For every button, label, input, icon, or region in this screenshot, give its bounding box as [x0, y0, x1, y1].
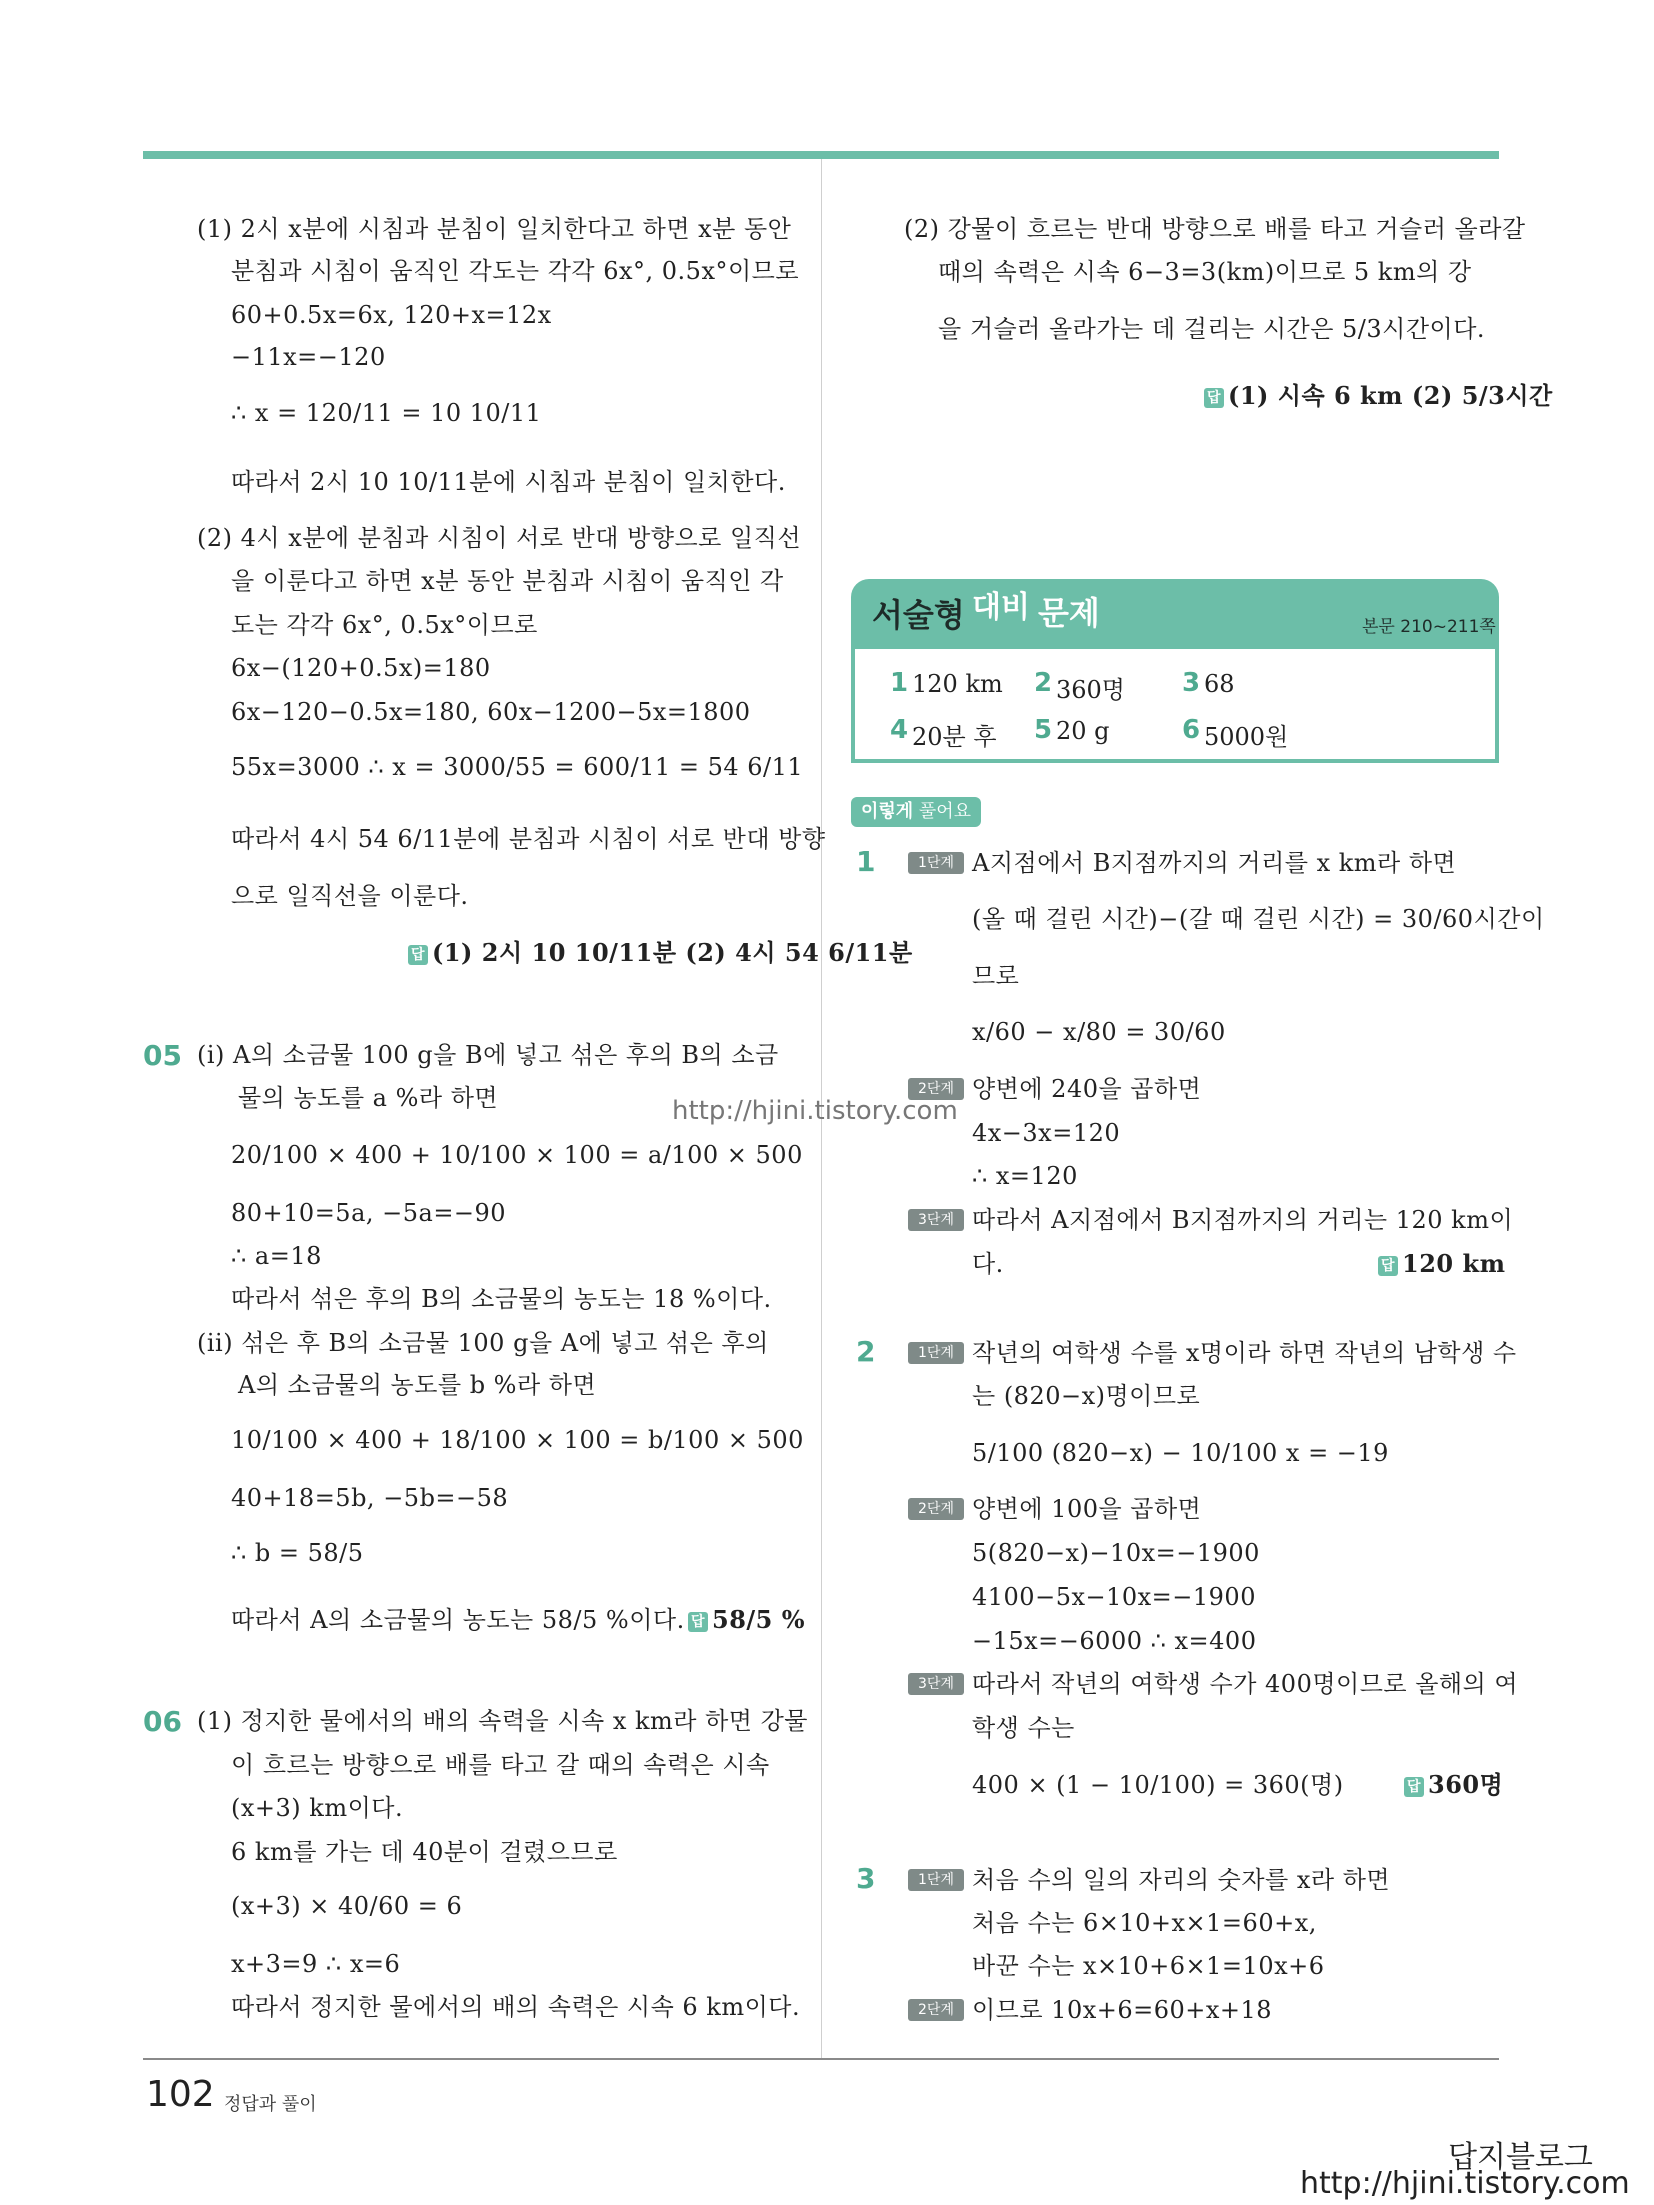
problem-number: 06: [143, 1705, 182, 1738]
answer-line: [1378, 1248, 1505, 1280]
equation: 5(820−x)−10x=−1900: [972, 1539, 1260, 1567]
step-badge: 1단계: [908, 852, 964, 874]
page-label: 정답과 풀이: [224, 2094, 317, 2115]
quick-answer-number: 2: [1034, 668, 1053, 698]
equation: 4x−3x=120: [972, 1119, 1121, 1147]
quick-answer-number: 5: [1034, 715, 1053, 745]
panel-title: 대비: [972, 590, 1030, 625]
text-line: 때의 속력은 시속 6−3=3(km)이므로 5 km의 강: [938, 258, 1472, 286]
text-line: 작년의 여학생 수를 x명이라 하면 작년의 남학생 수: [972, 1339, 1517, 1367]
tag-label: 풀어요: [918, 801, 972, 822]
text-line: 따라서 작년의 여학생 수가 400명이므로 올해의 여: [972, 1670, 1519, 1698]
panel-title: 문제: [1038, 594, 1100, 632]
equation: x/60 − x/80 = 30/60: [972, 1018, 1226, 1046]
page-number: 102: [146, 2074, 215, 2115]
step-badge: 2단계: [908, 1078, 964, 1100]
text-line: (2) 4시 x분에 분침과 시침이 서로 반대 방향으로 일직선: [197, 524, 802, 552]
watermark-url: http://hjini.tistory.com: [672, 1096, 958, 1126]
equation: 10/100 × 400 + 18/100 × 100 = b/100 × 500: [231, 1426, 804, 1454]
problem-number: 05: [143, 1039, 182, 1072]
answer-mark-icon: 답: [1204, 388, 1224, 408]
equation: ∴ x = 120/11 = 10 10/11: [231, 399, 542, 427]
step-badge: 3단계: [908, 1673, 964, 1695]
quick-answer-number: 4: [890, 715, 909, 745]
equation: x+3=9 ∴ x=6: [231, 1950, 401, 1978]
solution-number: 3: [856, 1862, 876, 1895]
step-badge: 2단계: [908, 1999, 964, 2021]
quick-answer-value: 120 km: [912, 670, 1003, 698]
quick-answer-value: 20 g: [1056, 717, 1110, 745]
text-line: (ii) 섞은 후 B의 소금물 100 g을 A에 넣고 섞은 후의: [197, 1329, 769, 1357]
quick-answer-value: 5000원: [1204, 723, 1289, 751]
text-line: 이 흐르는 방향으로 배를 타고 갈 때의 속력은 시속: [231, 1751, 770, 1779]
answer-text: 120 km: [1402, 1249, 1506, 1278]
answer-text: (1) 시속 6 km (2) 5/3시간: [1228, 381, 1553, 410]
step-badge: 1단계: [908, 1869, 964, 1891]
answer-mark-icon: 답: [408, 945, 428, 965]
blog-name: 답지블로그: [1448, 2140, 1593, 2175]
equation: 55x=3000 ∴ x = 3000/55 = 600/11 = 54 6/11: [231, 753, 804, 781]
equation: 400 × (1 − 10/100) = 360(명): [972, 1771, 1344, 1799]
step-badge: 3단계: [908, 1209, 964, 1231]
equation: 60+0.5x=6x, 120+x=12x: [231, 301, 552, 329]
equation: 4100−5x−10x=−1900: [972, 1583, 1256, 1611]
text-line: 을 이룬다고 하면 x분 동안 분침과 시침이 움직인 각: [231, 567, 784, 595]
step-badge: 1단계: [908, 1342, 964, 1364]
text-line: 물의 농도를 a %라 하면: [238, 1084, 499, 1112]
text-line: 다.: [972, 1250, 1004, 1278]
answer-mark-icon: 답: [1378, 1256, 1398, 1276]
text-line: 따라서 섞은 후의 B의 소금물의 농도는 18 %이다.: [231, 1285, 772, 1313]
quick-answer-number: 6: [1182, 715, 1201, 745]
text-line: 따라서 2시 10 10/11분에 시침과 분침이 일치한다.: [231, 468, 786, 496]
answer-line: [408, 937, 913, 969]
equation: 5/100 (820−x) − 10/100 x = −19: [972, 1439, 1389, 1467]
solution-number: 1: [856, 845, 876, 878]
text-line: 으로 일직선을 이룬다.: [231, 882, 469, 910]
equation: 6x−120−0.5x=180, 60x−1200−5x=1800: [231, 698, 751, 726]
text-line: (1) 정지한 물에서의 배의 속력을 시속 x km라 하면 강물: [197, 1707, 808, 1735]
text-line: 따라서 A지점에서 B지점까지의 거리는 120 km이: [972, 1206, 1514, 1234]
text-line: (1) 2시 x분에 시침과 분침이 일치한다고 하면 x분 동안: [197, 215, 792, 243]
panel-title: 서술형: [872, 596, 965, 634]
text-line: 양변에 100을 곱하면: [972, 1495, 1202, 1523]
solution-tag: [851, 797, 981, 827]
text-line: (2) 강물이 흐르는 반대 방향으로 배를 타고 거슬러 올라갈: [904, 215, 1526, 243]
quick-answer-value: 20분 후: [912, 723, 997, 751]
quick-answer-number: 3: [1182, 668, 1201, 698]
text-line: 을 거슬러 올라가는 데 걸리는 시간은 5/3시간이다.: [938, 315, 1486, 343]
panel-page-reference: 본문 210~211쪽: [1362, 617, 1496, 637]
text-line: A의 소금물의 농도를 b %라 하면: [238, 1371, 597, 1399]
equation: (x+3) × 40/60 = 6: [231, 1892, 463, 1920]
blog-url: http://hjini.tistory.com: [1300, 2166, 1630, 2201]
top-accent-bar: [143, 151, 1499, 159]
text-line: A지점에서 B지점까지의 거리를 x km라 하면: [972, 849, 1457, 877]
quick-answer-number: 1: [890, 668, 909, 698]
equation: 20/100 × 400 + 10/100 × 100 = a/100 × 500: [231, 1141, 803, 1169]
text-line: (i) A의 소금물 100 g을 B에 넣고 섞은 후의 B의 소금: [197, 1041, 779, 1069]
text-line: 분침과 시침이 움직인 각도는 각각 6x°, 0.5x°이므로: [231, 257, 800, 285]
quick-answer-value: 68: [1204, 670, 1235, 698]
answer-text: (1) 2시 10 10/11분 (2) 4시 54 6/11분: [432, 938, 913, 967]
equation: −15x=−6000 ∴ x=400: [972, 1627, 1257, 1655]
equation: (올 때 걸린 시간)−(갈 때 걸린 시간) = 30/60시간이: [972, 905, 1545, 933]
equation: 80+10=5a, −5a=−90: [231, 1199, 507, 1227]
answer-text: 58/5 %: [712, 1605, 806, 1634]
text-line: 6 km를 가는 데 40분이 걸렸으므로: [231, 1838, 618, 1866]
text-line: 따라서 정지한 물에서의 배의 속력은 시속 6 km이다.: [231, 1993, 801, 2021]
equation: ∴ a=18: [231, 1242, 322, 1270]
tag-label: 이렇게: [861, 801, 914, 822]
equation: 처음 수는 6×10+x×1=60+x,: [972, 1909, 1317, 1937]
text-line: 도는 각각 6x°, 0.5x°이므로: [231, 611, 538, 639]
answer-text: 360명: [1428, 1770, 1504, 1799]
answer-mark-icon: 답: [1404, 1777, 1424, 1797]
text-line: 는 (820−x)명이므로: [972, 1382, 1201, 1410]
step-badge: 2단계: [908, 1498, 964, 1520]
text-line: 므로: [972, 962, 1020, 990]
equation: 40+18=5b, −5b=−58: [231, 1484, 509, 1512]
answer-mark-icon: 답: [688, 1612, 708, 1632]
text-line: (x+3) km이다.: [231, 1794, 404, 1822]
equation: ∴ x=120: [972, 1162, 1078, 1190]
answer-line: [1204, 380, 1553, 412]
text-line: 학생 수는: [972, 1714, 1075, 1742]
equation: 이므로 10x+6=60+x+18: [972, 1996, 1273, 2024]
text-line: 따라서 4시 54 6/11분에 분침과 시침이 서로 반대 방향: [231, 825, 826, 853]
text-line: 처음 수의 일의 자리의 숫자를 x라 하면: [972, 1866, 1391, 1894]
equation: −11x=−120: [231, 343, 386, 371]
equation: 6x−(120+0.5x)=180: [231, 654, 491, 682]
footer-rule: [143, 2058, 1499, 2060]
answer-line: [688, 1604, 805, 1636]
answer-line: [1404, 1769, 1503, 1801]
quick-answer-value: 360명: [1056, 676, 1125, 704]
text-line: 따라서 A의 소금물의 농도는 58/5 %이다.: [231, 1606, 685, 1634]
text-line: 양변에 240을 곱하면: [972, 1075, 1202, 1103]
equation: 바꾼 수는 x×10+6×1=10x+6: [972, 1952, 1325, 1980]
solution-number: 2: [856, 1335, 876, 1368]
equation: ∴ b = 58/5: [231, 1539, 364, 1567]
